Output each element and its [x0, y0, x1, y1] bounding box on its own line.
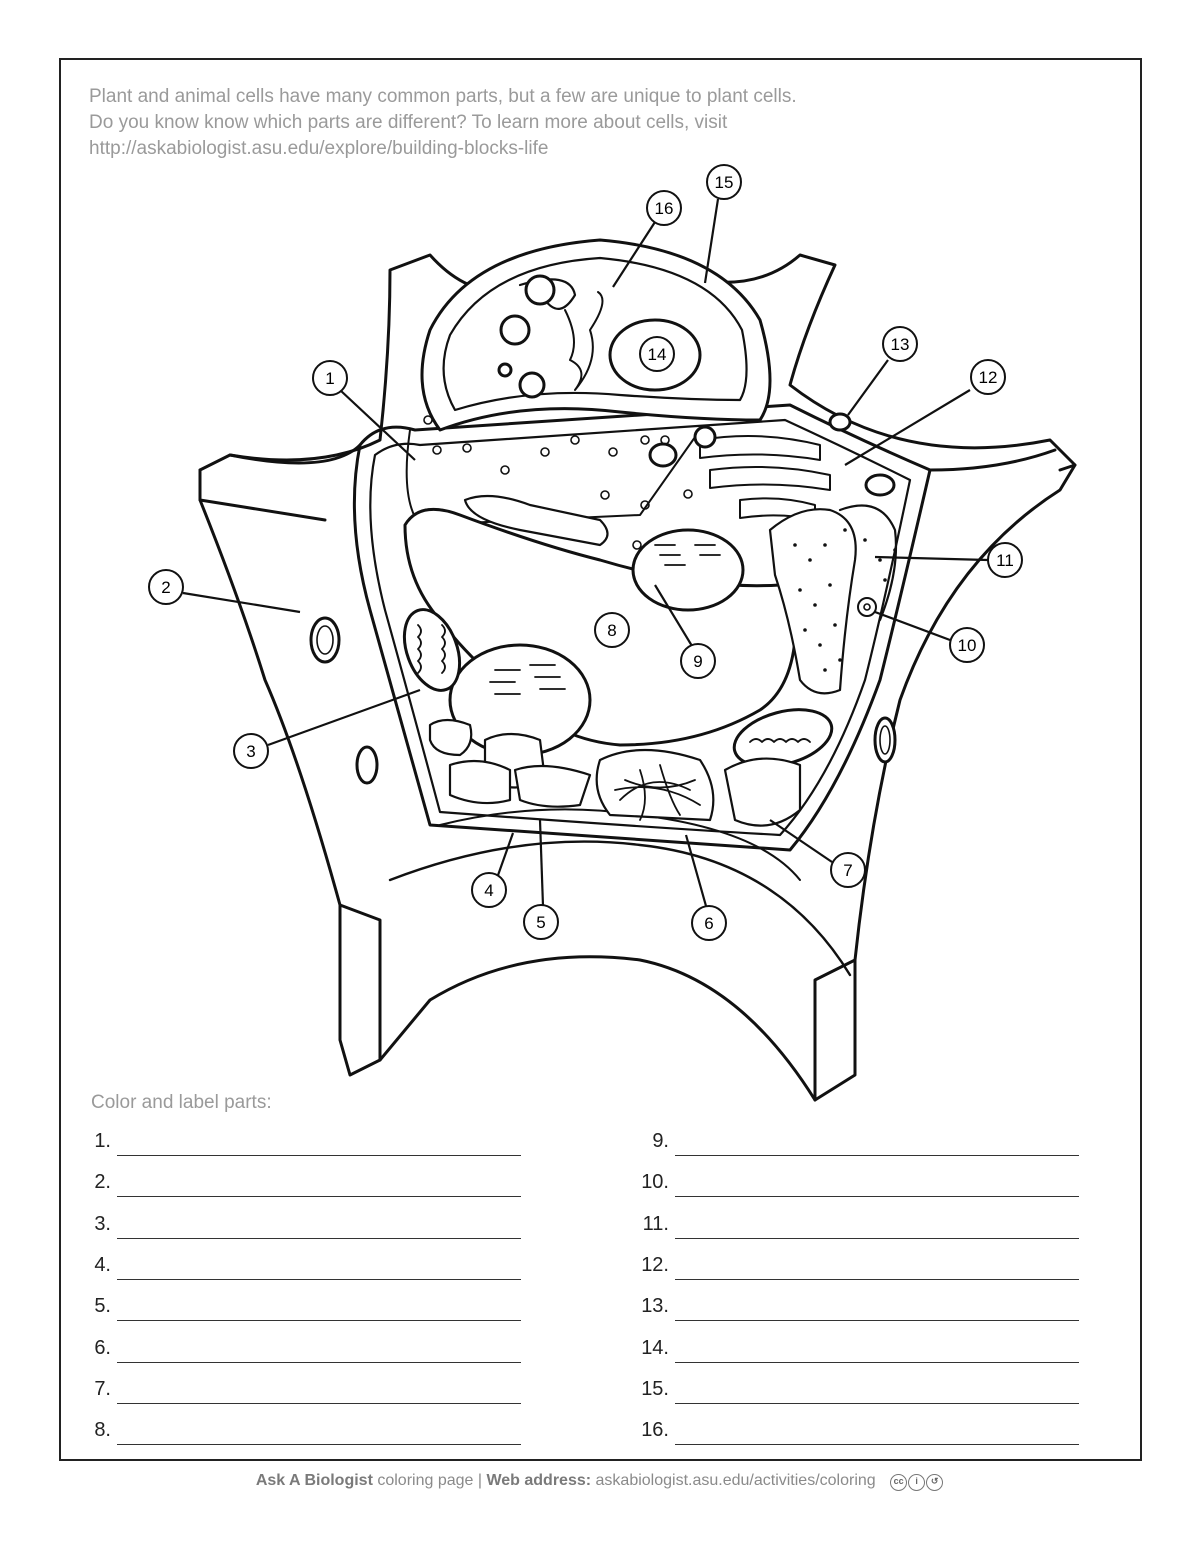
answer-number: 11. [642, 1212, 669, 1235]
callout-2 [149, 570, 183, 604]
footer-web-label: Web address: [486, 1472, 592, 1490]
intro-line-2: Do you know know which parts are different? To learn more about cells, visit [89, 112, 728, 133]
chloroplast-center [633, 530, 743, 610]
svg-text:6: 6 [704, 914, 714, 933]
nucleus [422, 240, 770, 430]
svg-text:1: 1 [325, 369, 335, 388]
callout-3 [234, 734, 268, 768]
answer-blank[interactable] [117, 1362, 521, 1363]
answer-number: 3. [94, 1212, 111, 1235]
answer-blank[interactable] [675, 1196, 1079, 1197]
svg-text:8: 8 [607, 621, 617, 640]
answer-blank[interactable] [675, 1238, 1079, 1239]
answer-blank[interactable] [675, 1362, 1079, 1363]
answer-number: 5. [94, 1295, 111, 1318]
answer-number: 9. [652, 1130, 669, 1152]
callout-16 [647, 191, 681, 225]
callout-14 [640, 337, 674, 371]
callout-1 [313, 361, 347, 395]
cc-icon: cc [890, 1474, 907, 1491]
answer-blank[interactable] [117, 1155, 521, 1156]
answer-number: 12. [641, 1253, 669, 1276]
svg-text:12: 12 [978, 368, 998, 387]
svg-text:14: 14 [647, 345, 667, 364]
intro-line-1: Plant and animal cells have many common parts, but a few are unique to plant cells. [89, 86, 797, 107]
svg-text:13: 13 [890, 335, 910, 354]
callout-15 [707, 165, 741, 199]
svg-text:16: 16 [654, 199, 674, 218]
footer-url[interactable]: askabiologist.asu.edu/activities/coloring [591, 1472, 876, 1490]
callout-11 [988, 543, 1022, 577]
answer-blank[interactable] [117, 1238, 521, 1239]
worksheet-title: Color and label parts: [91, 1092, 272, 1113]
footer-brand: Ask A Biologist [255, 1472, 373, 1490]
cytoskeleton [597, 750, 714, 820]
svg-text:9: 9 [693, 652, 703, 671]
callout-4 [472, 873, 506, 907]
callout-9 [681, 644, 715, 678]
answer-number: 2. [94, 1171, 111, 1194]
answer-number: 13. [641, 1295, 669, 1318]
svg-text:11: 11 [996, 551, 1014, 570]
answer-number: 16. [641, 1419, 669, 1442]
answer-blank[interactable] [117, 1320, 521, 1321]
callout-8 [595, 613, 629, 647]
callout-5 [524, 905, 558, 939]
answer-number: 6. [94, 1336, 111, 1359]
footer-text: coloring page | [372, 1472, 487, 1490]
attribution-icon: i [908, 1474, 925, 1491]
answer-blank[interactable] [117, 1279, 521, 1280]
answer-blank[interactable] [117, 1444, 521, 1445]
answer-number: 4. [94, 1253, 111, 1276]
answer-number: 10. [641, 1171, 669, 1194]
svg-text:3: 3 [246, 742, 256, 761]
footer [0, 1471, 1200, 1491]
answer-blank[interactable] [675, 1279, 1079, 1280]
license-icons [890, 1471, 944, 1491]
svg-text:2: 2 [161, 578, 171, 597]
answer-number: 14. [641, 1336, 669, 1359]
answer-number: 8. [94, 1419, 111, 1442]
svg-text:10: 10 [957, 636, 977, 655]
callout-7 [831, 853, 865, 887]
golgi [700, 436, 820, 460]
callout-6 [692, 906, 726, 940]
answer-number: 1. [94, 1130, 111, 1152]
answer-blank[interactable] [117, 1403, 521, 1404]
callout-10 [950, 628, 984, 662]
callout-13 [883, 327, 917, 361]
share-alike-icon: ↺ [926, 1474, 943, 1491]
answer-blank[interactable] [117, 1196, 521, 1197]
svg-text:7: 7 [843, 861, 853, 880]
answer-number: 7. [94, 1377, 111, 1400]
answer-blank[interactable] [675, 1444, 1079, 1445]
svg-text:5: 5 [536, 913, 546, 932]
callout-12 [971, 360, 1005, 394]
answer-number: 15. [641, 1377, 669, 1400]
answer-blank[interactable] [675, 1155, 1079, 1156]
svg-text:4: 4 [484, 881, 494, 900]
intro-link[interactable]: http://askabiologist.asu.edu/explore/building-blocks-life [89, 138, 549, 159]
svg-text:15: 15 [714, 173, 734, 192]
answer-blank[interactable] [675, 1403, 1079, 1404]
answer-blank[interactable] [675, 1320, 1079, 1321]
